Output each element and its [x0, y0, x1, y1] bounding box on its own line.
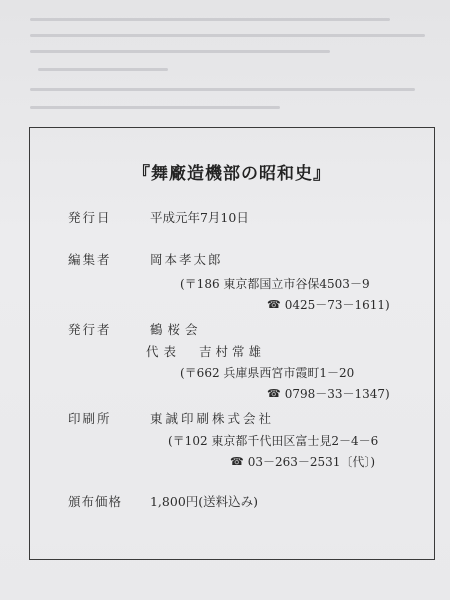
telephone-icon: ☎: [230, 455, 244, 468]
publisher-tel-number: 0798－33－1347): [284, 387, 390, 401]
publisher-tel: [267, 385, 390, 402]
printer-label: 印刷所: [68, 411, 112, 426]
publisher-row: [68, 320, 203, 338]
representative-name: 吉村常雄: [199, 344, 266, 359]
published-label: 発行日: [68, 210, 112, 225]
printer-name: 東誠印刷株式会社: [149, 411, 274, 426]
publisher-representative: [146, 342, 265, 360]
publisher-label: 発行者: [68, 322, 112, 337]
printer-row: [68, 409, 274, 427]
colophon-box: [29, 127, 435, 560]
price-row: [68, 492, 258, 510]
published-row: [68, 208, 249, 226]
editor-name: 岡本孝太郎: [149, 252, 223, 267]
publisher-name: 鶴桜会: [149, 322, 203, 337]
editor-row: [68, 250, 223, 268]
printer-address: (〒102 東京都千代田区富士見2－4－6: [168, 434, 379, 448]
editor-tel: [267, 296, 390, 313]
printer-tel-number: 03－263－2531〔代〕): [247, 455, 376, 469]
representative-title: 代表: [146, 344, 182, 359]
published-date: 平成元年7月10日: [149, 210, 249, 225]
price-label: 頒布価格: [68, 494, 123, 509]
telephone-icon: ☎: [267, 387, 281, 400]
telephone-icon: ☎: [267, 298, 281, 311]
book-title: 『舞廠造機部の昭和史』: [133, 164, 331, 184]
printer-tel: [230, 453, 375, 470]
publisher-address: (〒662 兵庫県西宮市霞町1－20: [180, 366, 355, 380]
editor-label: 編集者: [68, 252, 112, 267]
editor-address: (〒186 東京都国立市谷保4503－9: [180, 277, 370, 291]
show-through-text: [0, 0, 450, 125]
price-value: 1,800円(送料込み): [149, 494, 259, 509]
editor-tel-number: 0425－73－1611): [284, 298, 390, 312]
